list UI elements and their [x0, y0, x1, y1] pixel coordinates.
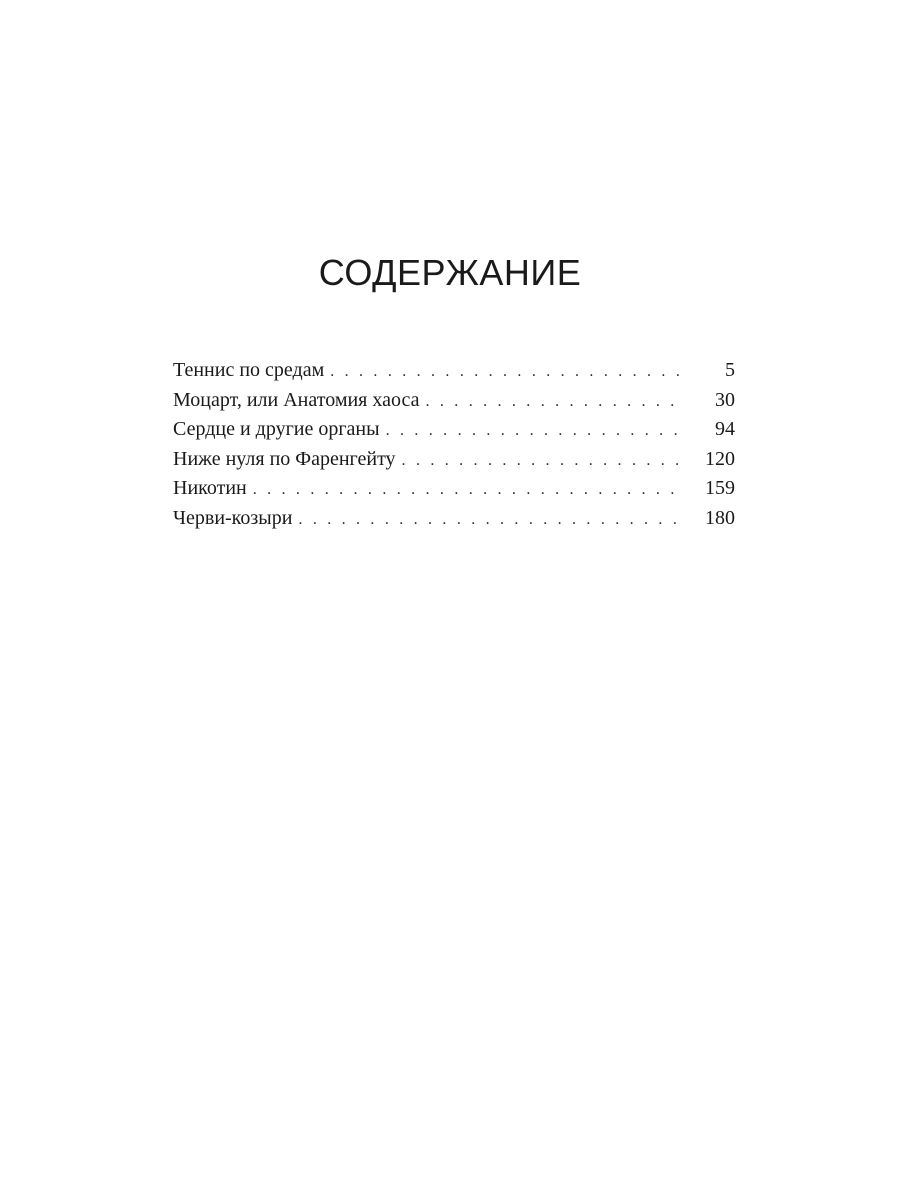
- toc-page-number: 30: [715, 388, 735, 411]
- toc-page-number: 5: [725, 359, 735, 381]
- dot-leader: [386, 416, 683, 446]
- toc-entry-title: Сердце и другие органы: [173, 418, 380, 440]
- toc-page-number: 120: [705, 447, 735, 470]
- dot-leader: [330, 357, 683, 387]
- toc-entry[interactable]: [173, 386, 735, 416]
- dot-leader: [253, 475, 683, 505]
- toc-entry[interactable]: [173, 356, 735, 386]
- toc-entry[interactable]: [173, 445, 735, 475]
- toc-page-number: 180: [705, 506, 735, 529]
- toc-entry[interactable]: [173, 474, 735, 504]
- toc-entry-title: Ниже нуля по Фаренгейту: [173, 447, 396, 470]
- dot-leader: [298, 505, 683, 535]
- dot-leader: [402, 446, 683, 476]
- toc-entry-title: Никотин: [173, 477, 247, 499]
- page-title: СОДЕРЖАНИЕ: [318, 252, 582, 293]
- toc-page-number: 159: [705, 477, 735, 499]
- toc-entry-title: Моцарт, или Анатомия хаоса: [173, 388, 420, 411]
- dot-leader: [426, 387, 684, 417]
- toc-entry[interactable]: [173, 504, 735, 534]
- toc-entry-title: Черви-козыри: [173, 506, 293, 529]
- toc-entry[interactable]: [173, 415, 735, 445]
- table-of-contents: [173, 356, 735, 533]
- toc-entry-title: Теннис по средам: [173, 359, 325, 381]
- toc-page-number: 94: [715, 418, 735, 440]
